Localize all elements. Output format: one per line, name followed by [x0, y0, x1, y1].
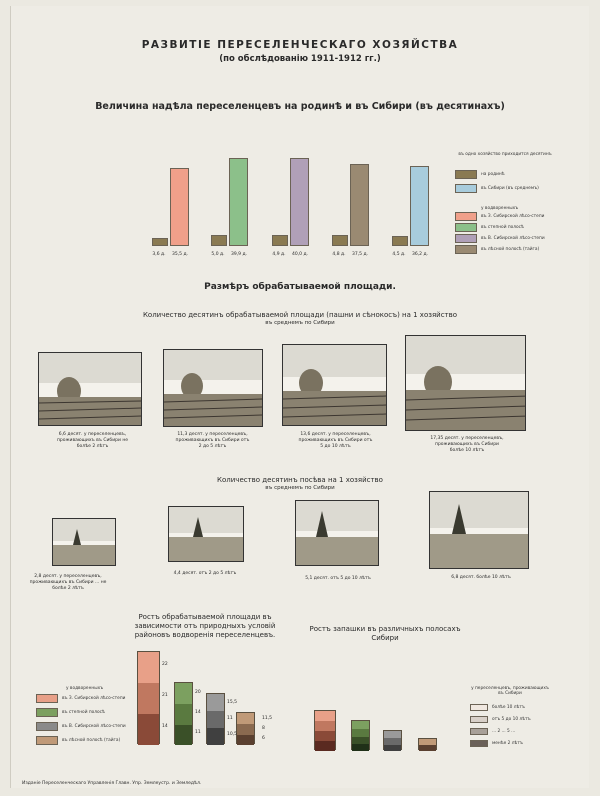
growth-label-10: 11,5	[262, 716, 273, 721]
bar-siberia-3	[290, 158, 309, 246]
legend-label-siberia: въ Сибири (въ среднемъ)	[481, 186, 539, 191]
growth-bar-4	[236, 712, 255, 744]
bl-swatch-2	[36, 708, 58, 717]
label-home-4: 4,8 д.	[332, 252, 346, 257]
label-home-2: 5,0 д.	[211, 252, 225, 257]
growth-label-4: 20	[195, 690, 201, 695]
page-title: РАЗВИТІЕ ПЕРЕСЕЛЕНЧЕСКАГО ХОЗЯЙСТВА	[141, 39, 459, 51]
legend-label-region-3: въ В. Сибирской лѣсо-степи	[481, 236, 545, 241]
field-illustration-3	[282, 344, 387, 426]
section2-sub2b: въ среднемъ по Сибири	[265, 485, 335, 491]
br-legend-heading: у переселенцевъ, проживающихъ въ Сибири	[471, 686, 549, 696]
label-siberia-3: 40,0 д.	[292, 252, 308, 257]
bar-home-3	[272, 235, 288, 246]
br-swatch-4	[470, 740, 488, 747]
caption-area-3: 13,6 десят. у переселенцевъ, проживающихъ въ Сибири отъ 5 до 10 лѣтъ	[298, 432, 373, 449]
field-illustration-2	[163, 349, 263, 427]
growth-bar-2	[174, 682, 193, 744]
growth-label-8: 11	[227, 716, 233, 721]
sowing-caption-3: 5,1 десят. отъ 5 до 10 лѣтъ	[305, 576, 371, 581]
legend-label-region-2: въ степной полосѣ	[481, 225, 524, 230]
bar-siberia-4	[350, 164, 369, 247]
label-siberia-2: 39,9 д.	[231, 252, 247, 257]
legend-label-home: на родинѣ	[481, 172, 505, 177]
sowing-illustration-4	[429, 491, 529, 569]
caption-area-2: 11,3 десят. у переселенцевъ, проживающихъ въ Сибири отъ 2 до 5 лѣтъ	[175, 432, 250, 449]
section2-heading: Размѣръ обрабатываемой площади.	[204, 282, 396, 292]
bl-swatch-1	[36, 694, 58, 703]
field-illustration-4	[405, 335, 526, 431]
br-swatch-3	[470, 728, 488, 735]
plowing-bar-1	[314, 710, 336, 750]
sowing-caption-1: 2,8 десят. у переселенцевъ, проживающихъ въ Сибири ... не болѣе 2 лѣтъ	[29, 574, 107, 591]
sowing-illustration-2	[168, 506, 244, 562]
br-label-1: болѣе 10 лѣтъ	[492, 705, 525, 710]
legend-heading: въ одно хозяйство приходится десятинъ	[458, 152, 552, 157]
legend-label-region-1: въ З. Сибирской лѣсо-степи	[481, 214, 545, 219]
plowing-bar-4	[418, 738, 437, 750]
growth-label-3: 14	[162, 724, 168, 729]
sowing-caption-2: 4,4 десят. отъ 2 до 5 лѣтъ	[173, 571, 237, 576]
bar-home-5	[392, 236, 408, 246]
section2-sub2: Количество десятинъ посѣва на 1 хозяйство	[217, 476, 383, 484]
publisher-footer: Изданіе Переселенческаго Управленія Главн. Упр. Землеустр. и Земледѣл.	[22, 781, 202, 786]
bar-siberia-1	[170, 168, 189, 246]
br-swatch-1	[470, 704, 488, 711]
section2-sub1: Количество десятинъ обрабатываемой площади (пашни и сѣнокосъ) на 1 хозяйство	[142, 311, 458, 319]
label-home-3: 4,9 д.	[272, 252, 286, 257]
legend-swatch-region-3	[455, 234, 477, 243]
growth-label-1: 22	[162, 662, 168, 667]
growth-bar-3	[206, 693, 225, 744]
caption-area-1: 6,6 десят. у переселенцевъ, проживающихъ въ Сибири не болѣе 2 лѣтъ	[56, 432, 129, 449]
bl-label-1: въ З. Сибирской лѣсо-степи	[62, 696, 126, 701]
plowing-bar-2	[351, 720, 370, 750]
growth-label-11: 8	[262, 726, 265, 731]
growth-label-7: 15,5	[227, 700, 238, 705]
growth-label-9: 10,5	[227, 732, 238, 737]
bl-label-2: въ степной полосѣ	[62, 710, 105, 715]
plowing-bar-3	[383, 730, 402, 750]
label-siberia-4: 37,5 д.	[352, 252, 368, 257]
label-siberia-1: 35,5 д.	[172, 252, 188, 257]
section2-sub1b: въ среднемъ по Сибири	[265, 320, 335, 326]
legend-swatch-siberia	[455, 184, 477, 193]
br-swatch-2	[470, 716, 488, 723]
legend-label-region-4: въ лѣсной полосѣ (тайга)	[481, 247, 540, 252]
legend-swatch-region-4	[455, 245, 477, 254]
sowing-caption-4: 6,8 десят. болѣе 10 лѣтъ	[451, 575, 511, 580]
legend-swatch-home	[455, 170, 477, 179]
field-illustration-1	[38, 352, 142, 426]
bar-siberia-2	[229, 158, 248, 246]
sowing-illustration-1	[52, 518, 116, 566]
bl-swatch-4	[36, 736, 58, 745]
legend-subheading: у водворенныхъ	[481, 206, 519, 211]
bar-siberia-5	[410, 166, 429, 246]
bar-home-1	[152, 238, 168, 246]
growth-label-2: 21	[162, 693, 168, 698]
label-home-5: 4,5 д.	[392, 252, 406, 257]
br-label-3: ... 2 ... 5 ...	[492, 729, 516, 734]
growth-bar-1	[137, 651, 160, 744]
label-home-1: 3,6 д.	[152, 252, 166, 257]
chart1-title: Величина надѣла переселенцевъ на родинѣ и въ Сибири (въ десятинахъ)	[95, 101, 505, 112]
growth-label-12: 6	[262, 736, 265, 741]
growth-label-6: 11	[195, 730, 201, 735]
bar-home-4	[332, 235, 348, 246]
br-label-2: отъ 5 до 10 лѣтъ	[492, 717, 531, 722]
bar-home-2	[211, 235, 227, 246]
growth-label-5: 14	[195, 710, 201, 715]
legend-swatch-region-1	[455, 212, 477, 221]
legend-swatch-region-2	[455, 223, 477, 232]
br-label-4: менѣе 2 лѣтъ	[492, 741, 523, 746]
label-siberia-5: 36,2 д.	[412, 252, 428, 257]
bl-label-3: въ В. Сибирской лѣсо-степи	[62, 724, 126, 729]
plowing-chart-title: Ростъ запашки въ различныхъ полосахъ Сибири	[309, 625, 461, 642]
bl-label-4: въ лѣсной полосѣ (тайга)	[62, 738, 121, 743]
bl-swatch-3	[36, 722, 58, 731]
growth-chart-title: Ростъ обрабатываемой площади въ зависимости отъ природныхъ условій районовъ водворенія переселенцевъ.	[134, 613, 276, 639]
page-subtitle: (по обслѣдованію 1911-1912 гг.)	[219, 54, 381, 64]
caption-area-4: 17,35 десят. у переселенцевъ, проживающихъ въ Сибири болѣе 10 лѣтъ	[430, 436, 504, 453]
sowing-illustration-3	[295, 500, 379, 566]
bl-legend-heading: у водворенныхъ	[66, 686, 104, 691]
